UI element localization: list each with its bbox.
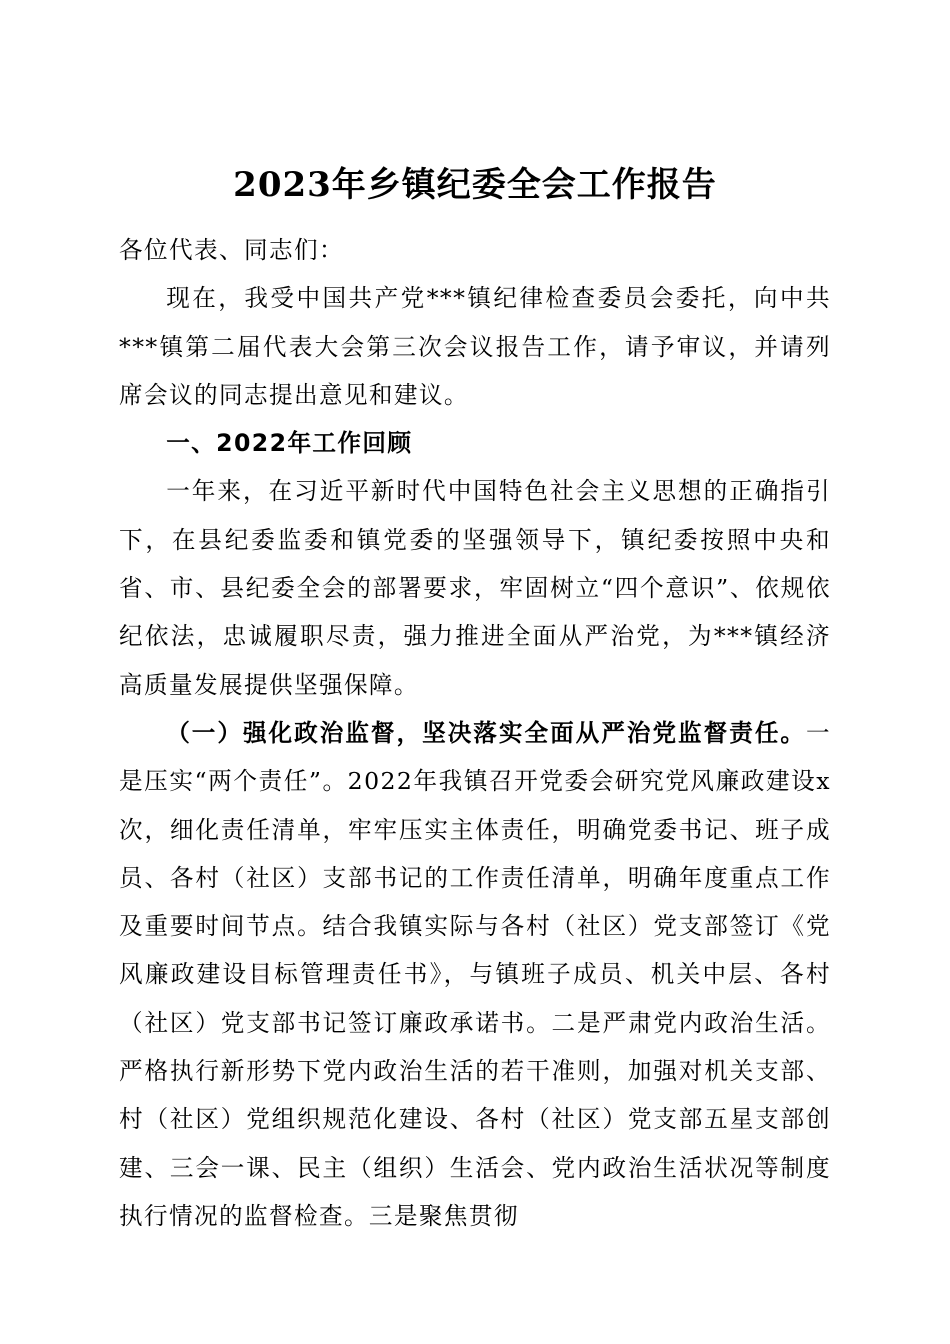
subsection-heading: （一）强化政治监督，坚决落实全面从严治党监督责任。 [166, 718, 806, 747]
intro-paragraph: 现在，我受中国共产党***镇纪律检查委员会委托，向中共***镇第二届代表大会第三次会议报告工作，请予审议，并请列席会议的同志提出意见和建议。 [119, 284, 831, 409]
document-title: 2023年乡镇纪委全会工作报告 [233, 164, 717, 205]
salutation: 各位代表、同志们： [119, 236, 344, 264]
section-heading: 一、2022年工作回顾 [166, 429, 413, 458]
section-intro-paragraph: 一年来，在习近平新时代中国特色社会主义思想的正确指引下，在县纪委监委和镇党委的坚强领导下，镇纪委按照中央和省、市、县纪委全会的部署要求，牢固树立“四个意识”、依规依纪依法，忠诚履职尽责，强力推进全面从严治党，为***镇经济高质量发展提供坚强保障。 [119, 477, 831, 699]
subsection-paragraph [119, 709, 831, 1240]
document-body [119, 226, 831, 1240]
subsection-body: 一是压实“两个责任”。2022年我镇召开党委会研究党风廉政建设x次，细化责任清单，牢牢压实主体责任，明确党委书记、班子成员、各村（社区）支部书记的工作责任清单，明确年度重点工作及重要时间节点。结合我镇实际与各村（社区）党支部签订《党风廉政建设目标管理责任书》，与镇班子成员、机关中层、各村（社区）党支部书记签订廉政承诺书。二是严肃党内政治生活。严格执行新形势下党内政治生活的若干准则，加强对机关支部、村（社区）党组织规范化建设、各村（社区）党支部五星支部创建、三会一课、民主（组织）生活会、党内政治生活状况等制度执行情况的监督检查。三是聚焦贯彻 [119, 718, 831, 1230]
